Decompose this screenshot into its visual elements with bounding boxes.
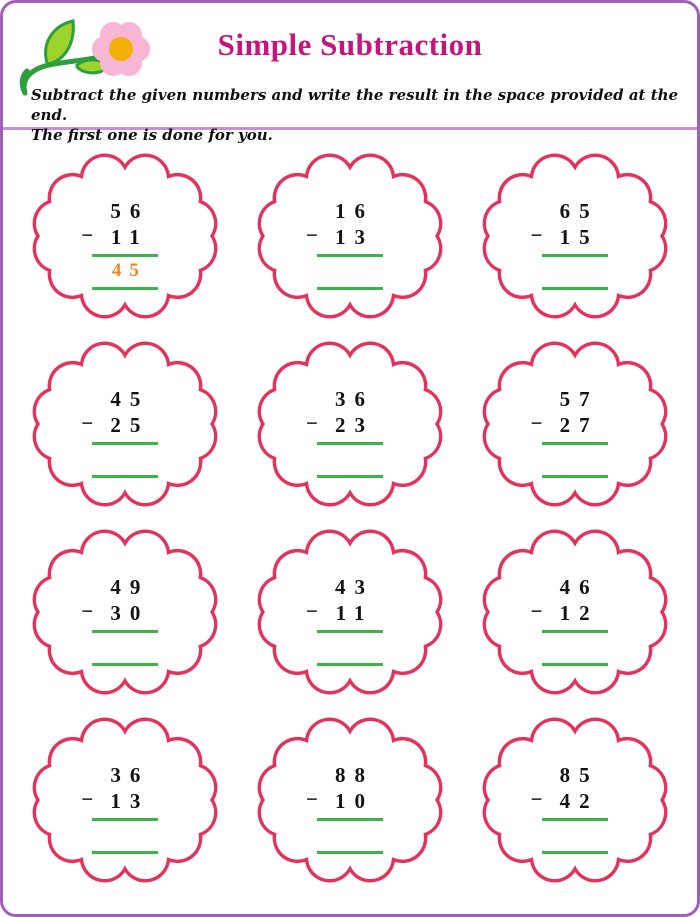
subtraction-problem (65, 574, 185, 666)
subtrahend-row (290, 788, 410, 814)
answer-line-bottom (92, 287, 158, 290)
answer-space[interactable] (515, 259, 635, 283)
minus-sign: − (530, 787, 543, 811)
instructions-line-1: Subtract the given numbers and write the result in the space provided at the end. (31, 86, 679, 124)
answer-space[interactable] (65, 635, 185, 659)
answer-space[interactable]: 45 (111, 260, 147, 281)
header (3, 3, 697, 144)
answer-line-top (92, 818, 158, 821)
subtrahend: 13 (110, 789, 150, 813)
minuend: 45 (110, 387, 150, 411)
subtraction-problem (65, 762, 185, 854)
subtrahend: 12 (559, 601, 599, 625)
answer-line-top (92, 630, 158, 633)
minus-sign: − (81, 223, 94, 247)
subtrahend: 23 (334, 413, 374, 437)
answer-line-top (317, 630, 383, 633)
subtraction-problem (290, 386, 410, 478)
subtrahend: 42 (559, 789, 599, 813)
problems-grid (3, 130, 697, 886)
problem-cell (13, 714, 238, 886)
answer-line-bottom (92, 663, 158, 666)
subtrahend-row (290, 600, 410, 626)
answer-space[interactable] (290, 635, 410, 659)
subtrahend: 27 (559, 413, 599, 437)
answer-line-top (542, 442, 608, 445)
subtraction-problem (65, 198, 185, 290)
subtrahend-row (65, 600, 185, 626)
subtrahend: 15 (559, 225, 599, 249)
problem-cell (462, 526, 687, 698)
subtrahend-row (65, 412, 185, 438)
answer-line-top (92, 442, 158, 445)
subtrahend-row (65, 788, 185, 814)
subtraction-problem (515, 762, 635, 854)
minus-sign: − (81, 411, 94, 435)
answer-line-bottom (317, 475, 383, 478)
instructions (31, 85, 697, 145)
answer-line-bottom (317, 663, 383, 666)
page-title: Simple Subtraction (217, 27, 483, 62)
minuend: 56 (110, 199, 150, 223)
minuend: 85 (559, 763, 599, 787)
answer-line-bottom (92, 475, 158, 478)
subtrahend-row (290, 412, 410, 438)
answer-space[interactable] (65, 823, 185, 847)
minus-sign: − (530, 223, 543, 247)
subtrahend-row (515, 412, 635, 438)
answer-line-bottom (317, 851, 383, 854)
answer-space[interactable] (515, 447, 635, 471)
answer-line-bottom (542, 475, 608, 478)
subtraction-problem (515, 574, 635, 666)
answer-line-top (317, 818, 383, 821)
answer-line-top (542, 818, 608, 821)
minus-sign: − (305, 599, 318, 623)
problem-cell (13, 526, 238, 698)
problem-cell (238, 526, 463, 698)
problem-cell (238, 338, 463, 510)
answer-space[interactable] (290, 447, 410, 471)
subtrahend: 10 (334, 789, 374, 813)
subtraction-problem (290, 574, 410, 666)
subtraction-problem (515, 198, 635, 290)
answer-line-top (542, 630, 608, 633)
problem-cell (238, 150, 463, 322)
answer-line-top (542, 254, 608, 257)
problem-cell (13, 338, 238, 510)
minuend: 49 (110, 575, 150, 599)
answer-line-bottom (317, 287, 383, 290)
minuend: 65 (559, 199, 599, 223)
subtrahend-row (515, 224, 635, 250)
minus-sign: − (530, 599, 543, 623)
minus-sign: − (81, 599, 94, 623)
subtrahend-row (65, 224, 185, 250)
minuend: 36 (334, 387, 374, 411)
answer-space[interactable] (290, 259, 410, 283)
answer-space[interactable] (515, 823, 635, 847)
subtraction-problem (65, 386, 185, 478)
problem-cell (238, 714, 463, 886)
minuend: 43 (334, 575, 374, 599)
answer-line-bottom (542, 287, 608, 290)
subtrahend-row (515, 788, 635, 814)
subtrahend-row (290, 224, 410, 250)
subtrahend: 11 (335, 601, 374, 625)
answer-line-top (317, 442, 383, 445)
answer-line-bottom (92, 851, 158, 854)
problem-cell (462, 714, 687, 886)
answer-line-bottom (542, 663, 608, 666)
answer-line-top (92, 254, 158, 257)
problem-cell (462, 150, 687, 322)
subtraction-problem (290, 198, 410, 290)
minuend: 46 (559, 575, 599, 599)
answer-line-top (317, 254, 383, 257)
answer-space[interactable] (65, 447, 185, 471)
minus-sign: − (305, 223, 318, 247)
subtrahend-row (515, 600, 635, 626)
subtrahend: 13 (334, 225, 374, 249)
answer-line-bottom (542, 851, 608, 854)
minuend: 36 (110, 763, 150, 787)
minus-sign: − (305, 787, 318, 811)
minuend: 88 (334, 763, 374, 787)
minuend: 57 (559, 387, 599, 411)
subtrahend: 30 (110, 601, 150, 625)
subtrahend: 11 (110, 225, 149, 249)
minus-sign: − (81, 787, 94, 811)
answer-space[interactable] (290, 823, 410, 847)
instructions-line-2: The first one is done for you. (31, 126, 273, 144)
minus-sign: − (530, 411, 543, 435)
minuend: 16 (334, 199, 374, 223)
subtraction-problem (290, 762, 410, 854)
subtraction-problem (515, 386, 635, 478)
answer-space[interactable] (515, 635, 635, 659)
subtrahend: 25 (110, 413, 150, 437)
minus-sign: − (305, 411, 318, 435)
problem-cell (13, 150, 238, 322)
problem-cell (462, 338, 687, 510)
